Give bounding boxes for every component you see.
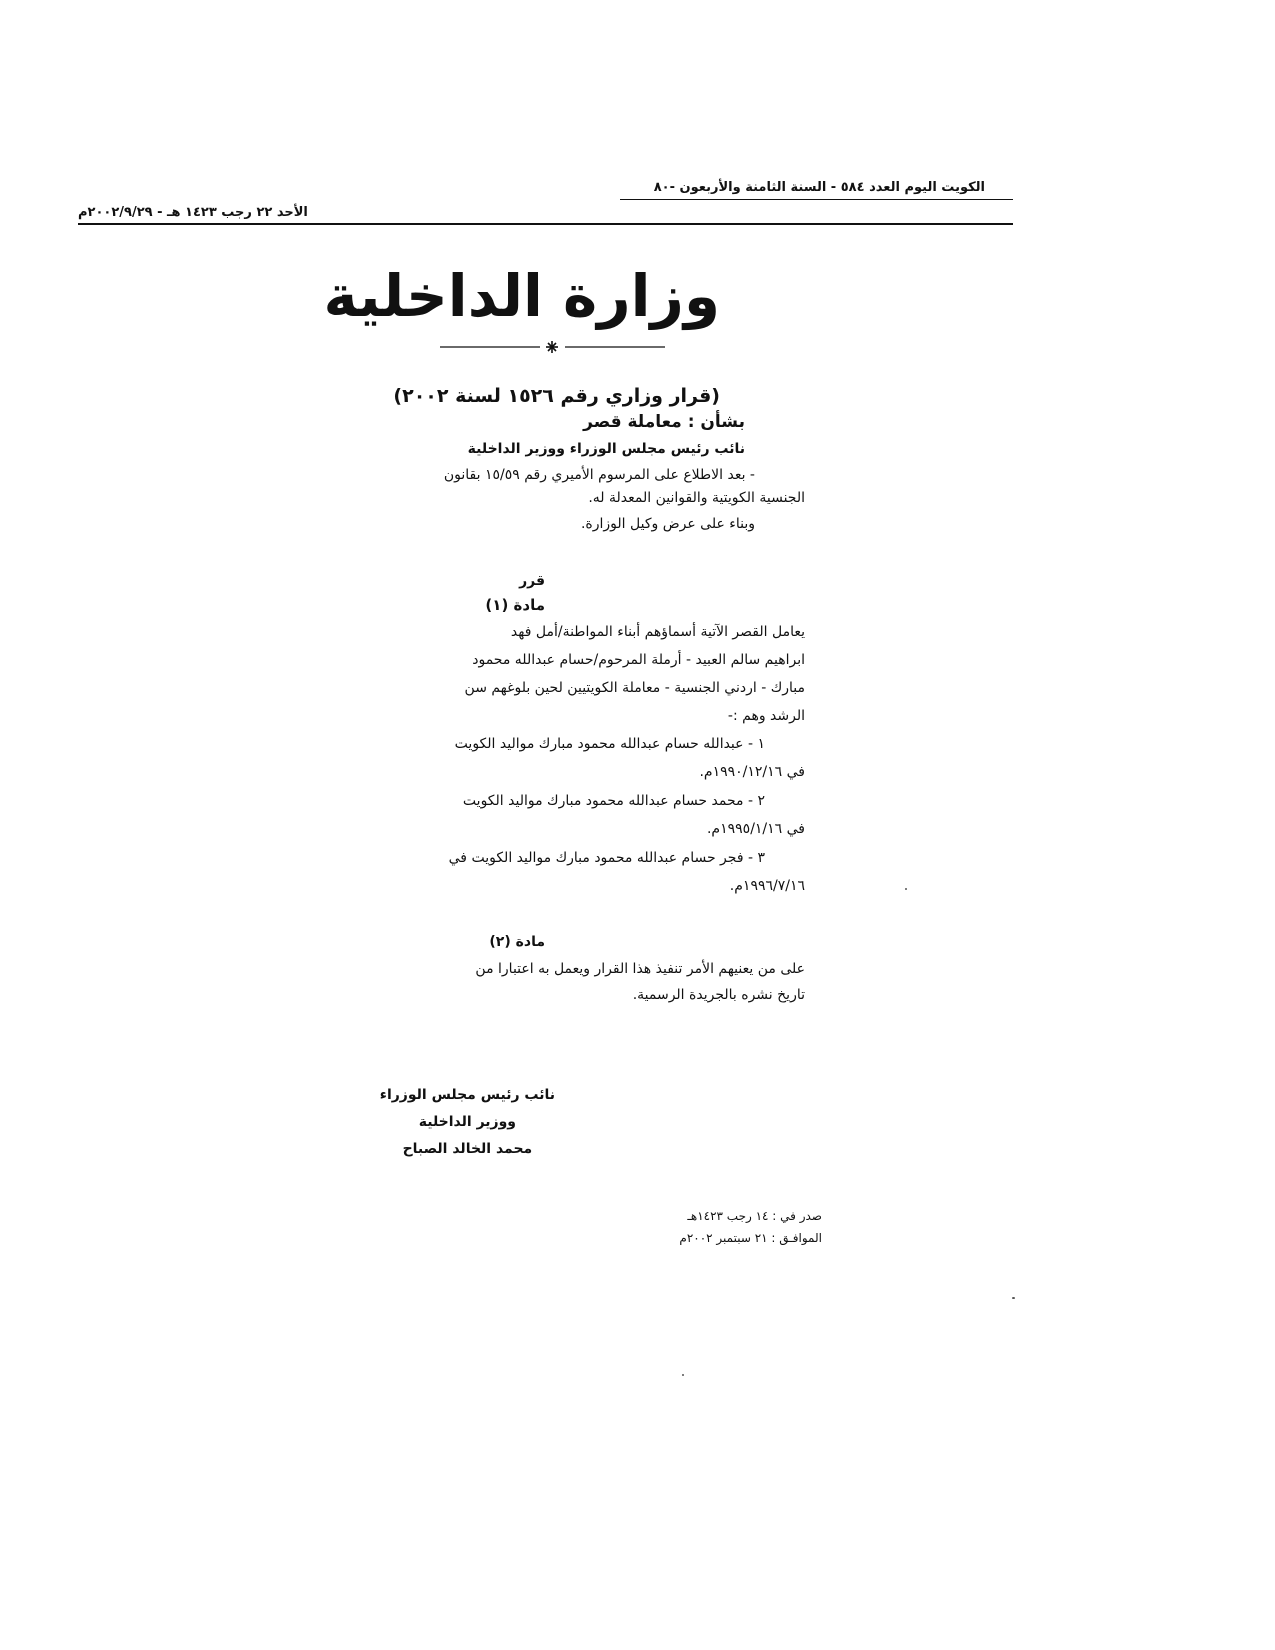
ornament-divider-icon <box>440 340 665 354</box>
minor-list-item: ٢ - محمد حسام عبدالله محمود مبارك مواليد الكويت <box>462 793 765 809</box>
issue-date-gregorian: الموافـق : ٢١ سبتمبر ٢٠٠٢م <box>679 1231 822 1245</box>
scan-speck <box>1012 1297 1015 1299</box>
decree-subject: بشأن : معاملة قصر <box>583 412 745 432</box>
article-1-heading: مادة (١) <box>485 596 545 614</box>
minor-list-item: ١ - عبدالله حسام عبدالله محمود مبارك مواليد الكويت <box>454 736 765 752</box>
header-underline-short <box>620 199 1013 200</box>
signature-block <box>380 1082 555 1163</box>
header-rule <box>78 223 1013 225</box>
article-1-line: يعامل القصر الآتية أسماؤهم أبناء المواطنة/أمل فهد <box>510 624 805 640</box>
article-1-line: مبارك - اردني الجنسية - معاملة الكويتيين لحين بلوغهم سن <box>464 680 805 696</box>
minor-list-item-date: في ١٩٩٥/١/١٦م. <box>706 821 805 837</box>
minor-list-item-date: ١٩٩٦/٧/١٦م. <box>729 878 805 894</box>
signatory-role: ووزير الداخلية <box>418 1114 517 1130</box>
issue-date-hijri: صدر في : ١٤ رجب ١٤٢٣هـ <box>687 1209 822 1223</box>
ministry-title: وزارة الداخلية <box>323 262 720 330</box>
resolved-heading: قرر <box>519 573 545 589</box>
issue-dates <box>679 1205 822 1249</box>
gazette-issue-line: الكويت اليوم العدد ٥٨٤ - السنة الثامنة والأربعون -٨٠ <box>653 180 985 195</box>
scan-speck <box>682 1374 684 1376</box>
signatory-title: نائب رئيس مجلس الوزراء <box>379 1087 555 1103</box>
minor-list-item: ٣ - فجر حسام عبدالله محمود مبارك مواليد الكويت في <box>448 850 765 866</box>
article-1-line: الرشد وهم :- <box>727 708 805 724</box>
decree-issuer: نائب رئيس مجلس الوزراء ووزير الداخلية <box>467 441 745 457</box>
preamble-line: الجنسية الكويتية والقوانين المعدلة له. <box>588 490 805 506</box>
article-2-line: تاريخ نشره بالجريدة الرسمية. <box>632 987 805 1003</box>
signatory-name: محمد الخالد الصباح <box>402 1141 533 1157</box>
preamble-line: - بعد الاطلاع على المرسوم الأميري رقم ١٥/٥٩ بقانون <box>443 467 755 483</box>
article-1-line: ابراهيم سالم العبيد - أرملة المرحوم/حسام عبدالله محمود <box>472 652 805 668</box>
article-2-line: على من يعنيهم الأمر تنفيذ هذا القرار ويعمل به اعتبارا من <box>475 961 805 977</box>
preamble-line: وبناء على عرض وكيل الوزارة. <box>580 516 755 532</box>
article-2-heading: مادة (٢) <box>489 934 545 950</box>
minor-list-item-date: في ١٩٩٠/١٢/١٦م. <box>699 764 805 780</box>
scan-speck <box>905 888 907 890</box>
decree-title: (قرار وزاري رقم ١٥٢٦ لسنة ٢٠٠٢) <box>393 385 720 407</box>
gazette-date-line: الأحد ٢٢ رجب ١٤٢٣ هـ - ٢٠٠٢/٩/٢٩م <box>78 205 308 220</box>
